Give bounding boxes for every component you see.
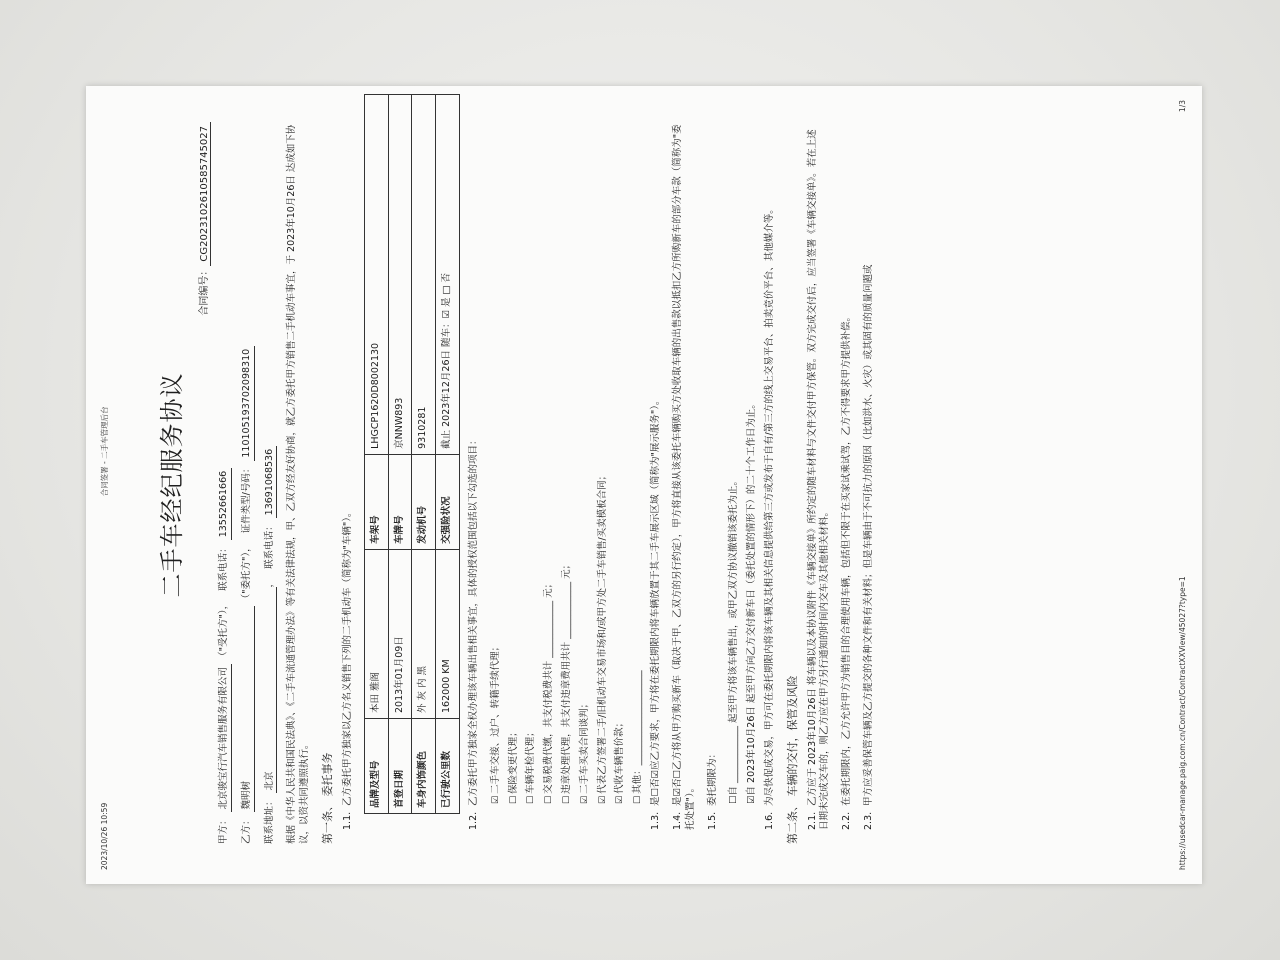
clause-1-2: 1.2.乙方委托甲方独家全权办理该车辆出售相关事宜，具体的授权范围包括以下勾选的项目： [467,435,479,830]
clause-2-3: 2.3.甲方应妥善保管车辆及乙方提交的各种文件和有关材料；但是车辆由于不可抗力的原因（比如洪水、火灾）或其固有的质量问题或 [863,264,875,830]
clause-1-6: 1.6.为尽快促成交易，甲方可在委托期限内将该车辆及其相关信息提供给第三方或发布于自有/第三方的线上交易平台、拍卖竞价平台、其他媒介等。 [763,204,775,830]
party-b-row: 乙方： 魏明树 （"委托方"）， 证件类型/号码： 110105193702098310 [241,122,255,844]
section-1-title: 第一条、 委托事务 [321,752,335,844]
authorization-option: ☐交易税费代缴，共支付税费共计 ____________ 元； [543,578,555,804]
authorization-option: ☑二手车交接、过户、转籍手续代理； [489,641,501,804]
party-a-row: 甲方： 北京骏宝行汽车销售服务有限公司 （"受托方"）， 联系电话： 13552661666 [218,122,232,844]
clause-2-2: 2.2.在委托期限内，乙方允许甲方为销售目的合理使用车辆，包括但不限于在买家试乘试驾，乙方不得要求甲方提供补偿。 [841,311,853,830]
print-url: https://usedcar-manage.paig.com.cn/Contract/ContractXXView/45027?type=1 [1177,576,1187,870]
term-option-b: ☑自 2023年10月26日 起至甲方向乙方交付新车日（委托处置的情形下）的二十个工作日为止。 [746,399,758,804]
vehicle-brand: 本田 雅阁 [364,549,388,718]
party-b-id: 110105193702098310 [241,346,255,461]
clause-1-1: 1.1.乙方委托甲方独家以乙方名义销售下列的二手机动车（简称为"车辆"）。 [341,507,353,830]
party-a-phone: 13552661666 [218,468,232,541]
clause-1-3: 1.3.是☐否☑应乙方要求，甲方将在委托期限内将车辆放置于其二手车展示区域（简称为"展示服务"）。 [650,395,662,830]
vehicle-insurance: 截止 2023年12月26日 随车：☑ 是 □ 否 [436,95,460,455]
print-source-title: 合同签署 - 二手车管理后台 [100,406,109,497]
unchecked-box-icon: ☐ [544,795,555,804]
party-b-name: 魏明树 [241,606,255,812]
vehicle-frame-no: LHGCP1620D8002130 [364,95,388,455]
authorization-option: ☐其他：____________________ [632,670,644,804]
print-datetime: 2023/10/26 10:59 [100,802,109,870]
contract-number: 合同编号：CG2023102610585745027 [198,122,212,316]
unchecked-box-icon: ☐ [633,795,644,804]
authorization-option: ☐保险变更代理； [507,727,519,804]
authorization-option: ☑代表乙方签署二手/旧机动车交易市场和/或甲方处二手车销售/买卖模板合同； [596,470,608,804]
vehicle-mileage: 162000 KM [436,549,460,718]
checked-box-icon: ☑ [490,795,501,804]
checked-box-icon: ☑ [597,795,608,804]
unchecked-box-icon: ☐ [508,795,519,804]
vehicle-table: 品牌及型号 本田 雅阁 车架号 LHGCP1620D8002130 首登日期 2013年01月09日 车牌号 京NNW893 车身内饰颜色 外 灰 内 黑 发动机号 9310281 已行驶公里数 162000 KM 交强险状况 截止 2023年12月26日 随车：☑ 是 □ 否 [364,94,460,814]
vehicle-reg-date: 2013年01月09日 [388,549,412,718]
clause-1-5: 1.5.委托期限为： [706,748,718,830]
clause-2-1: 2.1.乙方应于 2023年10月26日 将车辆以及本协议附件《车辆交接单》所约定的随车材料与文件交付甲方保管。双方完成交付后，应当签署《车辆交接单》。若在上述日期未完成交车的，则乙方应在甲方另行通知的时间内交车及其他相关材料。 [806,129,831,830]
vehicle-color: 外 灰 内 黑 [412,549,436,718]
authorization-option: ☐违章处理代理，共支付违章费用共计 ____________ 元； [561,559,573,804]
checked-box-icon: ☑ [615,795,626,804]
checked-box-icon: ☑ [579,795,590,804]
authorization-options [490,122,645,844]
address-value: 北京 [264,587,278,793]
contract-page [86,86,1202,884]
print-header [100,100,110,870]
vehicle-engine-no: 9310281 [412,95,436,455]
document-body [218,122,885,844]
address-phone: 13691068536 [264,446,278,519]
section-2-title: 第二条、 车辆的交付，保管及风险 [785,675,799,844]
contract-number-value: CG2023102610585745027 [199,122,211,266]
authorization-option: ☑代收车辆售价款； [614,717,626,804]
unchecked-box-icon: ☐ [526,795,537,804]
document-title: 二手车经纪服务协议 [158,372,186,598]
print-page-number: 1/3 [1177,100,1187,113]
authorization-option: ☑二手车买卖合同谈判； [578,698,590,804]
term-option-a: ☐自 ____________ 起至甲方将该车辆售出，或甲乙双方协议撤销该委托为止。 [728,475,740,804]
authorization-option: ☐车辆年检代理； [525,727,537,804]
print-footer [1178,100,1188,870]
preamble: 根据《中华人民共和国民法典》、《二手车流通管理办法》等有关法律法规，甲、乙双方经友好协商，就乙方委托甲方销售二手机动车事宜，于 2023年10月26日 达成如下协议，以资共同遵照执行。 [286,124,311,844]
document-sheet [86,86,1202,884]
clause-1-4: 1.4.是☑否☐乙方将从甲方购买新车（取决于甲、乙双方的另行约定），甲方将直接从该委托车辆购买方处收取车辆的出售款以抵扣乙方所购新车的部分车款（简称为"委托处置"）。 [671,124,696,830]
unchecked-box-icon: ☐ [562,795,573,804]
vehicle-plate: 京NNW893 [388,95,412,455]
party-a-name: 北京骏宝行汽车销售服务有限公司 [218,664,232,813]
address-row: 联系地址： 北京， 联系电话： 13691068536 [264,122,278,844]
